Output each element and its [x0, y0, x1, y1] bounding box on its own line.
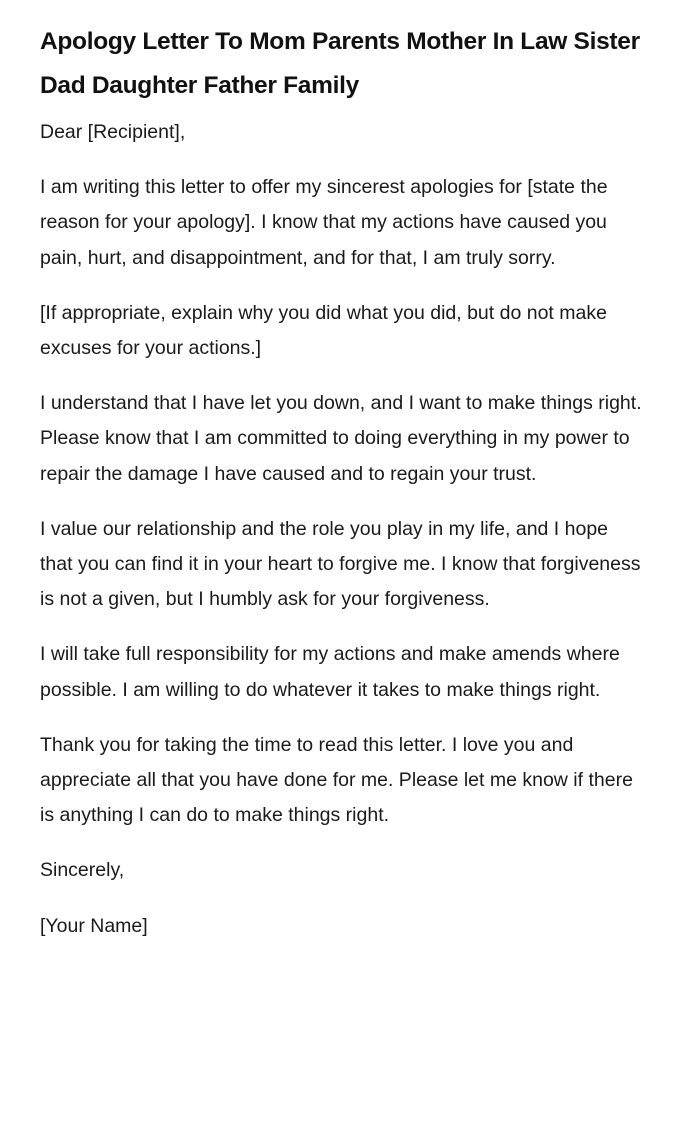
letter-title: Apology Letter To Mom Parents Mother In Law Sister Dad Daughter Father Family [40, 28, 640, 99]
letter [40, 20, 645, 964]
salutation: Dear [Recipient], [40, 121, 186, 143]
paragraph-explanation: [If appropriate, explain why you did what you did, but do not make excuses for your actions.] [40, 301, 607, 360]
paragraph-apology: I am writing this letter to offer my sincerest apologies for [state the reason for your apology]. I know that my actions have caused you pain, hurt, and disappointment, and for that, I am truly sorry. [40, 176, 608, 269]
signature: [Your Name] [40, 914, 148, 937]
paragraph-thanks: Thank you for taking the time to read this letter. I love you and appreciate all that you have done for me. Please let me know if there is anything I can do to make things right. [40, 733, 633, 827]
closing: Sincerely, [40, 859, 125, 882]
paragraph-commitment: I understand that I have let you down, and I want to make things right. Please know that I am committed to doing everything in my power to repair the damage I have caused and to regain your trust. [40, 392, 642, 485]
paragraph-responsibility: I will take full responsibility for my actions and make amends where possible. I am willing to do whatever it takes to make things right. [40, 643, 620, 701]
paragraph-relationship: I value our relationship and the role you play in my life, and I hope that you can find it in your heart to forgive me. I know that forgiveness is not a given, but I humbly ask for your forgiveness. [40, 517, 641, 611]
